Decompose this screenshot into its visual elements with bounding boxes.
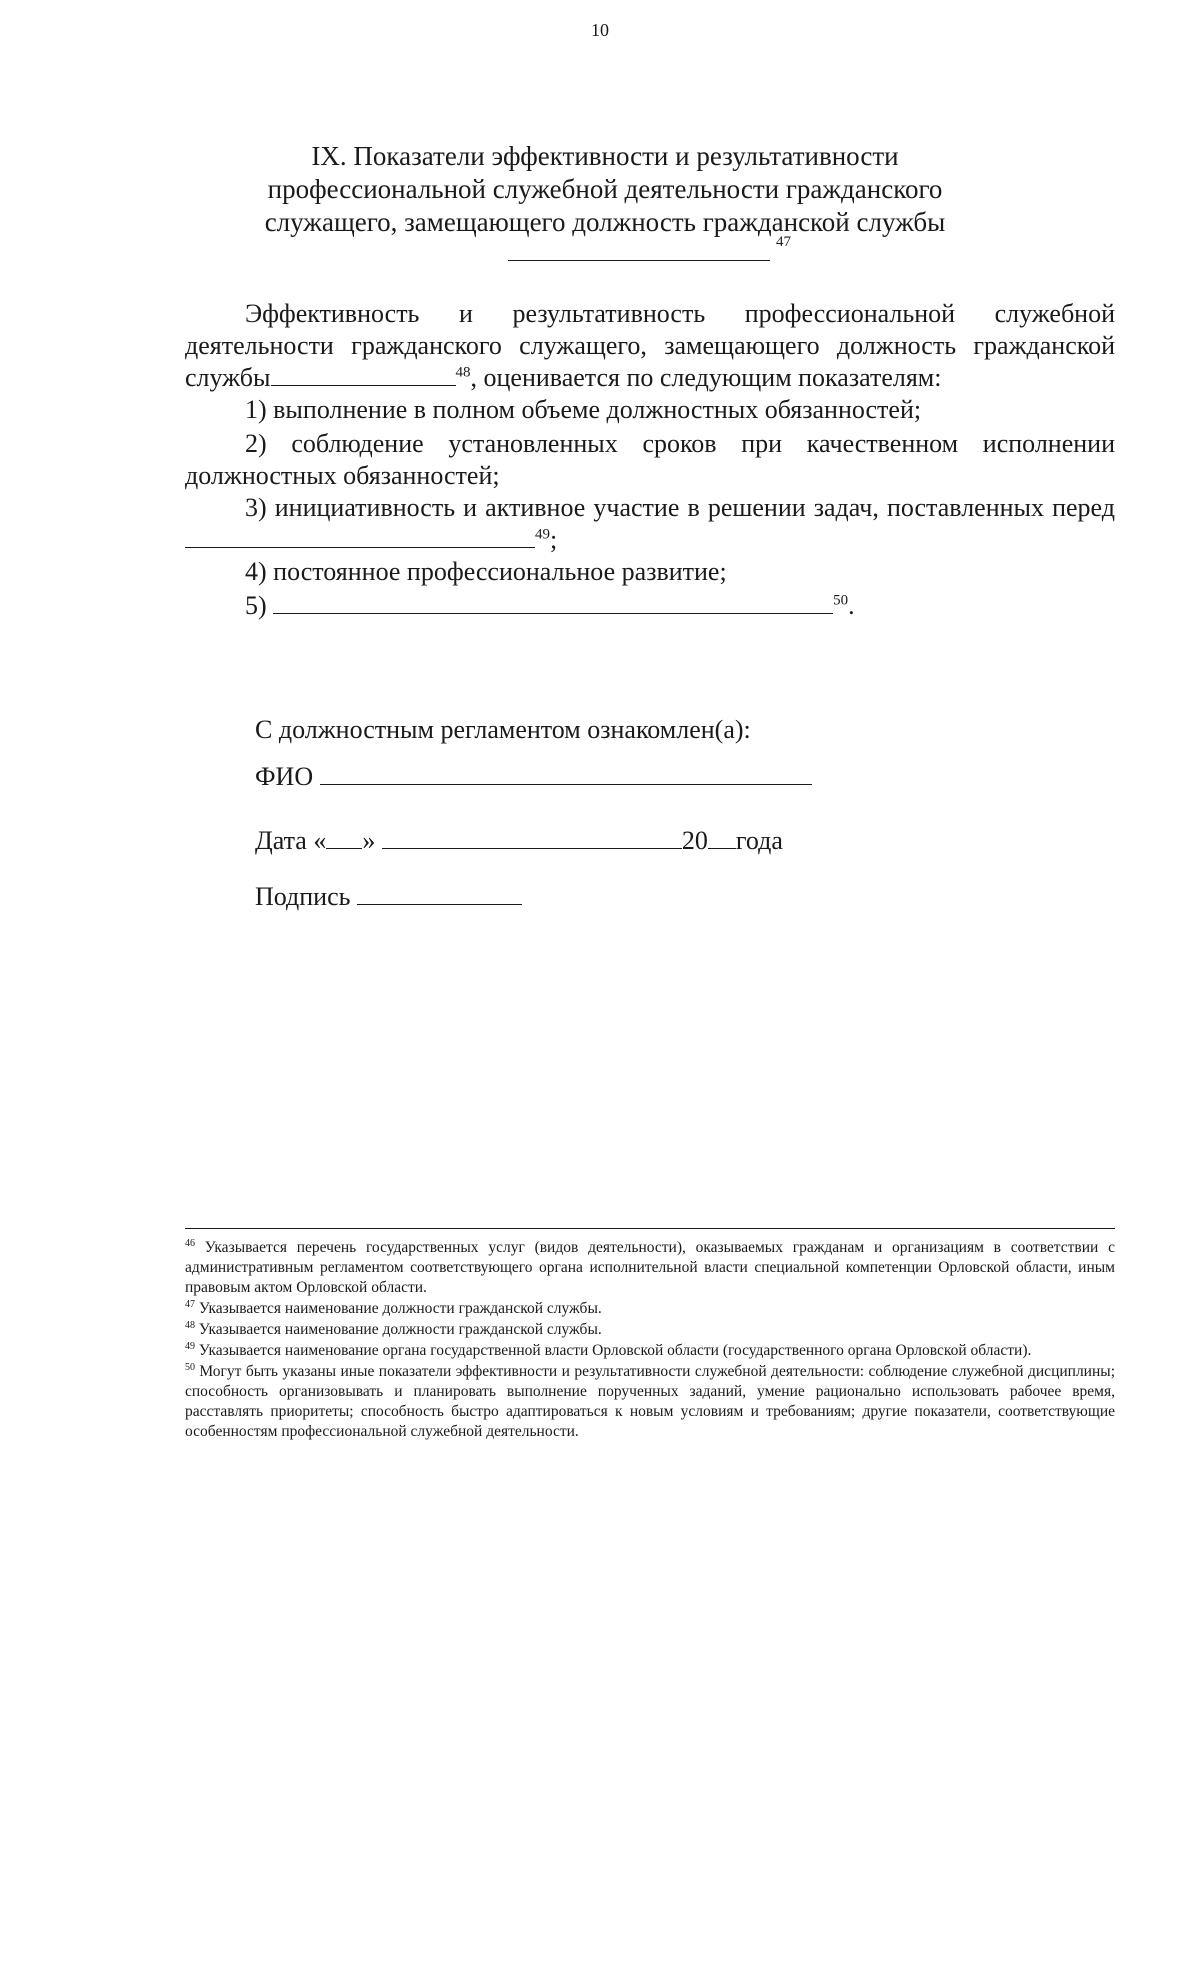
footnote-46-text: Указывается перечень государственных услуг (видов деятельности), оказываемых гражданам и организациям в соответствии с административным регламентом соответствующего органа исполнительной власти специальной компетенции Орловской области, иным правовым актом Орловской области. <box>185 1239 1115 1296</box>
list-item-3 <box>185 492 1115 556</box>
footnote-46-number: 46 <box>185 1237 195 1249</box>
list-item-1-text: 1) выполнение в полном объеме должностных обязанностей; <box>245 395 922 424</box>
footnote-47 <box>185 1299 1115 1319</box>
footnote-50 <box>185 1362 1115 1442</box>
list-item-1 <box>185 394 1115 426</box>
list-item-3-end: ; <box>550 525 558 554</box>
section-title-line-2: профессиональной служебной деятельности гражданского <box>267 174 943 204</box>
date-close-quote: » <box>362 826 376 855</box>
item-3-footnote-ref: 49 <box>535 526 550 543</box>
month-fill-blank[interactable] <box>382 828 682 849</box>
list-item-5-number: 5) <box>245 591 267 620</box>
position-fill-blank <box>271 365 456 386</box>
footnote-48 <box>185 1320 1115 1340</box>
signature-label: Подпись <box>255 882 351 911</box>
list-item-2 <box>185 428 1115 492</box>
footnote-50-text: Могут быть указаны иные показатели эффективности и результативности служебной деятельности: соблюдение служебной дисциплины; способность организовывать и планировать выполнение порученных заданий, умение рационально использовать рабочее время, расставлять приоритеты; способность быстро адаптироваться к новым условиям и требованиям; другие показатели, соответствующие особенностям профессиональной служебной деятельности. <box>185 1363 1115 1440</box>
intro-paragraph <box>185 298 1115 394</box>
footnote-46 <box>185 1238 1115 1298</box>
footnote-49 <box>185 1341 1115 1361</box>
title-fill-blank <box>508 248 770 261</box>
section-title-line-1: IX. Показатели эффективности и результативности <box>311 141 899 171</box>
list-item-4-text: 4) постоянное профессиональное развитие; <box>245 557 727 586</box>
list-item-5 <box>185 590 1115 622</box>
year-suffix: года <box>735 826 783 855</box>
intro-footnote-ref: 48 <box>455 364 471 381</box>
intro-text-end: , оценивается по следующим показателям: <box>470 363 942 392</box>
year-fill-blank[interactable] <box>708 828 736 849</box>
footnote-separator <box>185 1228 1115 1229</box>
footnote-48-text: Указывается наименование должности гражданской службы. <box>195 1321 602 1338</box>
footnote-47-number: 47 <box>185 1298 195 1310</box>
day-fill-blank[interactable] <box>326 828 362 849</box>
intro-text: Эффективность и результативность профессиональной служебной деятельности гражданского служащего, замещающего должность гражданской службы <box>185 299 1115 392</box>
fio-label: ФИО <box>255 762 314 791</box>
list-item-5-end: . <box>848 591 855 620</box>
date-line <box>255 826 783 856</box>
footnote-49-text: Указывается наименование органа государственной власти Орловской области (государственного органа Орловской области). <box>195 1342 1032 1359</box>
footnote-49-number: 49 <box>185 1340 195 1352</box>
list-item-3-text: 3) инициативность и активное участие в решении задач, поставленных перед <box>245 493 1115 522</box>
footnote-47-text: Указывается наименование должности гражданской службы. <box>195 1300 602 1317</box>
organ-fill-blank <box>185 527 535 548</box>
footnotes <box>185 1238 1115 1443</box>
signature-fill-blank[interactable] <box>357 884 522 905</box>
footnote-48-number: 48 <box>185 1319 195 1331</box>
acknowledgement-heading: С должностным регламентом ознакомлен(а): <box>255 715 751 744</box>
other-indicator-fill-blank <box>273 593 833 614</box>
date-label: Дата « <box>255 826 327 855</box>
list-item-4 <box>185 556 1115 588</box>
signature-line <box>255 882 522 912</box>
year-prefix: 20 <box>681 826 708 855</box>
footnote-50-number: 50 <box>185 1361 195 1373</box>
list-item-2-text: 2) соблюдение установленных сроков при качественном исполнении должностных обязанностей; <box>185 429 1115 490</box>
title-footnote-ref: 47 <box>776 234 791 250</box>
fio-line <box>255 762 812 792</box>
fio-fill-blank[interactable] <box>320 764 812 785</box>
section-title <box>240 140 970 239</box>
section-title-line-3: служащего, замещающего должность гражданской службы <box>264 207 946 237</box>
page-number: 10 <box>591 20 609 40</box>
item-5-footnote-ref: 50 <box>833 592 849 609</box>
